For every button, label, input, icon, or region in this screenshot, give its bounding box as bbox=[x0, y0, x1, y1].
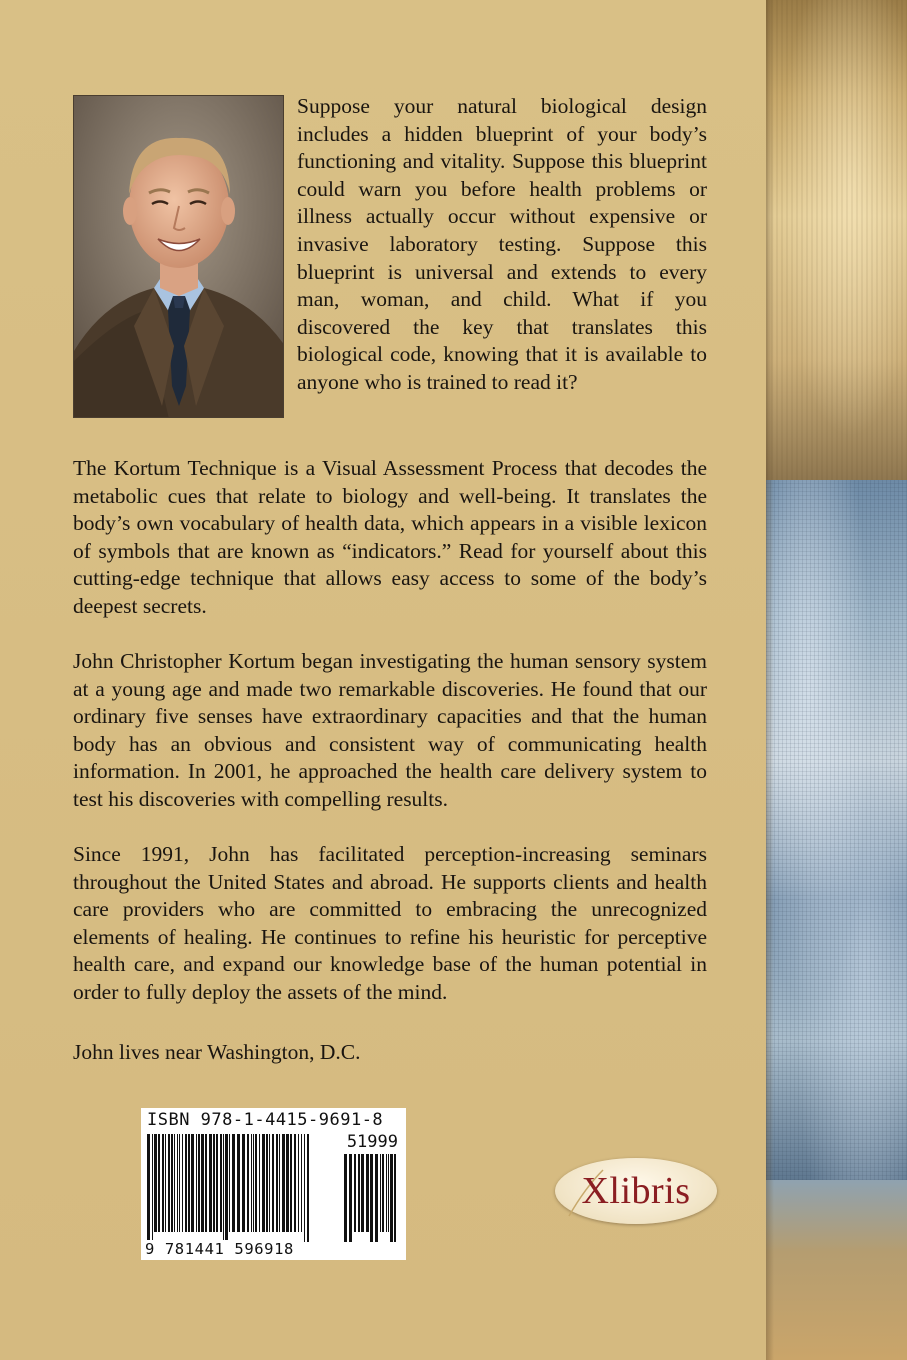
barcode-bar bbox=[370, 1154, 373, 1242]
barcode-bar bbox=[307, 1134, 309, 1242]
barcode-bar bbox=[282, 1134, 285, 1232]
barcode-bar bbox=[361, 1154, 364, 1232]
barcode-bar bbox=[196, 1134, 197, 1232]
barcode-bar bbox=[168, 1134, 170, 1232]
barcode-bar bbox=[225, 1134, 228, 1242]
barcode-bar bbox=[242, 1134, 245, 1232]
barcode-bar bbox=[388, 1154, 389, 1232]
barcode-bar bbox=[185, 1134, 187, 1232]
barcode-bar bbox=[147, 1134, 150, 1242]
barcode-bar bbox=[286, 1134, 289, 1232]
barcode-bar bbox=[358, 1154, 360, 1232]
barcode-bar bbox=[154, 1134, 157, 1232]
barcode-bar bbox=[191, 1134, 194, 1232]
barcode-bar bbox=[158, 1134, 160, 1232]
barcode-bar bbox=[262, 1134, 265, 1232]
barcode-bar bbox=[294, 1134, 296, 1232]
ean-bars bbox=[147, 1134, 337, 1244]
barcode-bar bbox=[251, 1134, 252, 1232]
isbn-barcode bbox=[141, 1108, 406, 1260]
barcode-bar bbox=[390, 1154, 393, 1242]
barcode-bar bbox=[171, 1134, 173, 1232]
barcode-bar bbox=[375, 1154, 378, 1242]
barcode-bar bbox=[188, 1134, 190, 1232]
barcode-bar bbox=[382, 1154, 384, 1232]
barcode-bar bbox=[259, 1134, 260, 1232]
blue-canvas-texture bbox=[766, 480, 907, 1180]
barcode-bar bbox=[354, 1154, 356, 1232]
publisher-logo bbox=[555, 1158, 717, 1224]
bottom-texture bbox=[766, 1180, 907, 1360]
barcode-bar bbox=[162, 1134, 164, 1232]
barcode-bar bbox=[229, 1134, 230, 1232]
parchment-texture bbox=[766, 0, 907, 480]
barcode-bar bbox=[304, 1134, 305, 1242]
barcode-bar bbox=[298, 1134, 299, 1232]
barcode-bar bbox=[179, 1134, 180, 1232]
ean-digits-text: 9 781441 596918 bbox=[145, 1240, 294, 1258]
barcode-bar bbox=[386, 1154, 387, 1232]
barcode-bar bbox=[216, 1134, 218, 1232]
barcode-bar bbox=[198, 1134, 200, 1232]
barcode-bar bbox=[266, 1134, 268, 1232]
barcode-bar bbox=[237, 1134, 240, 1232]
publisher-name: Xlibris bbox=[581, 1170, 691, 1212]
barcode-bar bbox=[213, 1134, 215, 1232]
decorative-side-strip bbox=[766, 0, 907, 1360]
barcode-bar bbox=[279, 1134, 280, 1232]
addon-bars bbox=[344, 1154, 399, 1244]
barcode-bar bbox=[344, 1154, 347, 1242]
barcode-bar bbox=[201, 1134, 204, 1232]
barcode-bar bbox=[152, 1134, 153, 1242]
price-code-text: 51999 bbox=[346, 1132, 398, 1152]
barcode-bar bbox=[290, 1134, 292, 1232]
barcode-bar bbox=[301, 1134, 302, 1232]
barcode-bar bbox=[220, 1134, 222, 1232]
barcode-bar bbox=[182, 1134, 183, 1232]
intro-paragraph: Suppose your natural biological design includes a hidden blueprint of your body’s functioning and vitality. Suppose this blueprint could warn you before health problems or illness actually occur without expensive or invasive laboratory testing. Suppose this blueprint is universal and extends to every man, woman, and child. What if you discovered the key that translates this biological code, knowing that it is available to anyone who is trained to read it? bbox=[297, 94, 707, 394]
barcode-bar bbox=[205, 1134, 207, 1232]
author-portrait-illustration bbox=[74, 96, 284, 418]
barcode-bar bbox=[165, 1134, 166, 1232]
barcode-bar bbox=[349, 1154, 352, 1242]
barcode-bar bbox=[276, 1134, 278, 1232]
barcode-bar bbox=[380, 1154, 381, 1232]
isbn-text: ISBN 978-1-4415-9691-8 bbox=[147, 1110, 384, 1130]
barcode-bar bbox=[394, 1154, 396, 1242]
bio-paragraph: John Christopher Kortum began investigating the human sensory system at a young age and made two remarkable discoveries. He found that our ordinary five senses have extraordinary capacities and that the human body has an obvious and consistent way of communicating health information. In 2001, he approached the health care delivery system to test his discoveries with compelling results. bbox=[73, 649, 707, 811]
barcode-bar bbox=[223, 1134, 224, 1242]
author-photo bbox=[73, 95, 284, 418]
barcode-bar bbox=[269, 1134, 270, 1232]
barcode-bar bbox=[174, 1134, 175, 1232]
barcode-bar bbox=[247, 1134, 249, 1232]
barcode-bar bbox=[272, 1134, 274, 1232]
barcode-bar bbox=[366, 1154, 369, 1232]
barcode-bar bbox=[177, 1134, 178, 1232]
barcode-bar bbox=[255, 1134, 257, 1232]
strip-edge-shadow bbox=[766, 0, 774, 1360]
barcode-bar bbox=[253, 1134, 254, 1232]
barcode-bar bbox=[232, 1134, 235, 1232]
barcode-bar bbox=[209, 1134, 212, 1232]
location-paragraph: John lives near Washington, D.C. bbox=[73, 1040, 361, 1064]
technique-paragraph: The Kortum Technique is a Visual Assessment Process that decodes the metabolic cues that relate to biology and well-being. It translates the body’s own vocabulary of health data, which appears in a visible lexicon of symbols that are known as “indicators.” Read for yourself about this cutting-edge technique that allows easy access to some of the body’s deepest secrets. bbox=[73, 456, 707, 618]
seminars-paragraph: Since 1991, John has facilitated perception-increasing seminars throughout the United States and abroad. He supports clients and health care providers who are committed to embracing the unrecognized elements of healing. He continues to refine his heuristic for perceptive health care, and expand our knowledge base of the human potential in order to fully deploy the assets of the mind. bbox=[73, 842, 707, 1004]
